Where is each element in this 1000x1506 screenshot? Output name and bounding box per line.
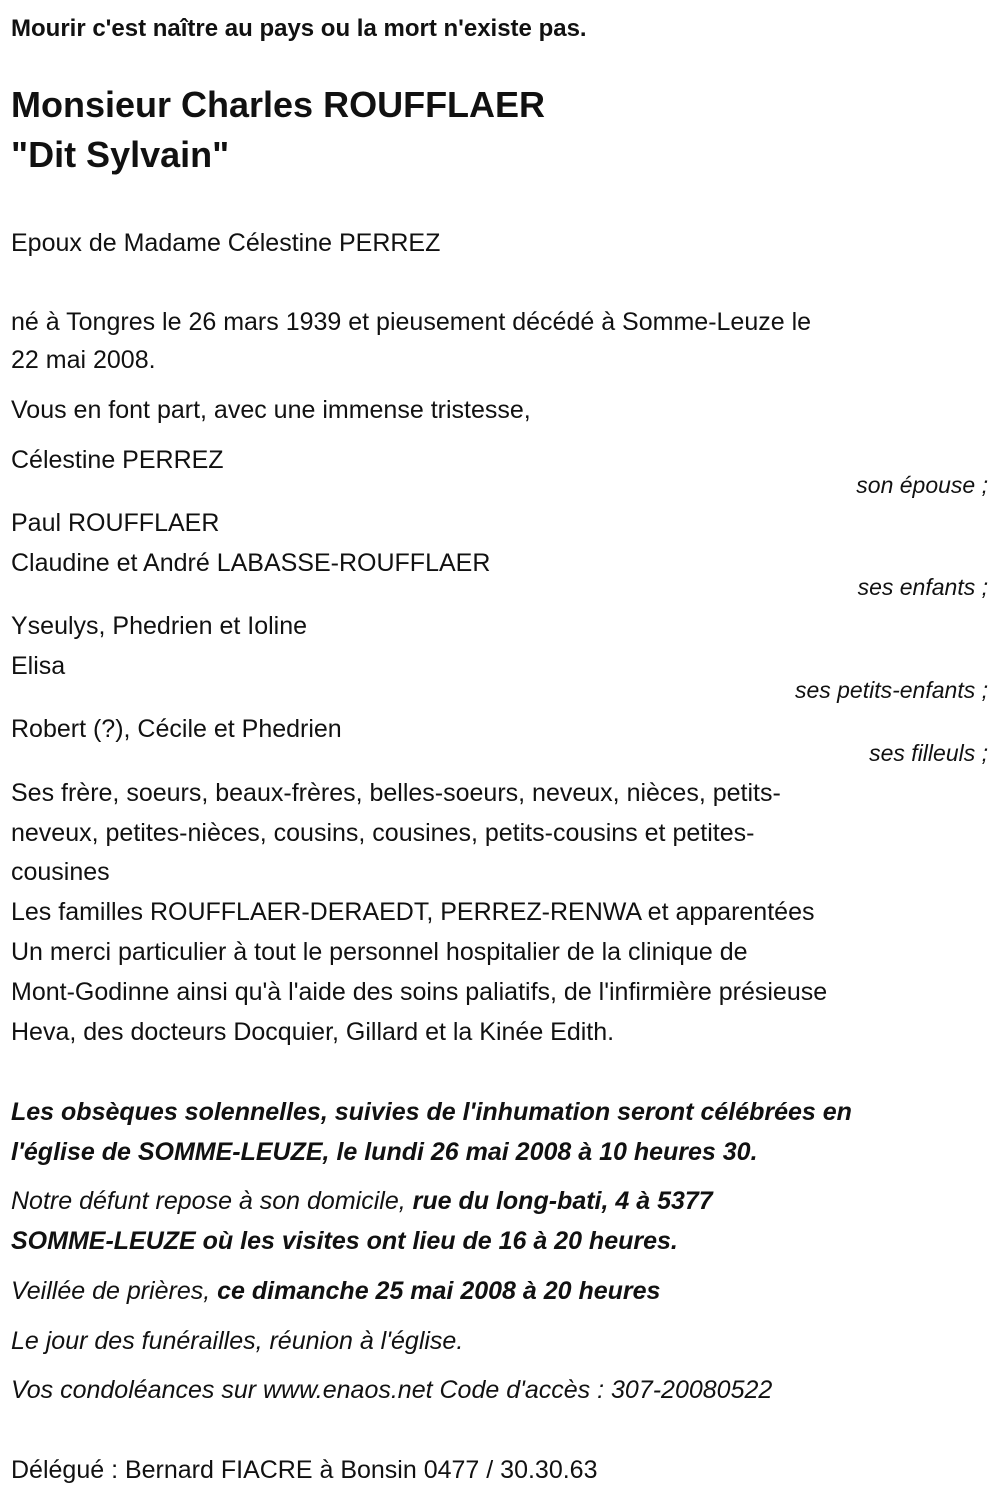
- birth-death-line: né à Tongres le 26 mars 1939 et pieusement décédé à Somme-Leuze le: [11, 308, 812, 336]
- others-line: Heva, des docteurs Docquier, Gillard et la Kinée Edith.: [11, 1018, 615, 1046]
- meeting-line: Le jour des funérailles, réunion à l'église.: [11, 1327, 464, 1355]
- family-name: Claudine et André LABASSE-ROUFFLAER: [11, 549, 491, 577]
- others-line: Ses frère, soeurs, beaux-frères, belles-soeurs, neveux, nièces, petits-: [11, 779, 781, 807]
- others-line: Mont-Godinne ainsi qu'à l'aide des soins paliatifs, de l'infirmière présieuse: [11, 978, 828, 1006]
- announcement: Vous en font part, avec une immense tristesse,: [11, 396, 531, 424]
- family-name: Paul ROUFFLAER: [11, 509, 220, 537]
- repose-prefix: Notre défunt repose à son domicile,: [11, 1187, 413, 1215]
- family-role: ses enfants ;: [857, 574, 988, 600]
- others-line: Les familles ROUFFLAER-DERAEDT, PERREZ-RENWA et apparentées: [11, 898, 815, 926]
- funeral-line: l'église de SOMME-LEUZE, le lundi 26 mai 2008 à 10 heures 30.: [11, 1138, 758, 1166]
- nickname: "Dit Sylvain": [11, 134, 230, 175]
- family-name: Célestine PERREZ: [11, 446, 224, 474]
- deceased-name: Monsieur Charles ROUFFLAER: [11, 84, 546, 125]
- birth-death-line: 22 mai 2008.: [11, 346, 156, 374]
- family-name: Robert (?), Cécile et Phedrien: [11, 715, 342, 743]
- repose-line: [11, 1186, 713, 1216]
- others-line: cousines: [11, 858, 110, 886]
- repose-address: rue du long-bati, 4 à 5377: [412, 1187, 713, 1215]
- vigil-date: ce dimanche 25 mai 2008 à 20 heures: [217, 1277, 661, 1305]
- family-role: son épouse ;: [856, 472, 988, 498]
- repose-visits: SOMME-LEUZE où les visites ont lieu de 16 à 20 heures.: [11, 1227, 678, 1255]
- funeral-line: Les obsèques solennelles, suivies de l'inhumation seront célébrées en: [11, 1098, 852, 1126]
- family-name: Yseulys, Phedrien et Ioline: [11, 612, 308, 640]
- delegate-line: Délégué : Bernard FIACRE à Bonsin 0477 / 30.30.63: [11, 1456, 598, 1484]
- spouse-line: Epoux de Madame Célestine PERREZ: [11, 229, 441, 257]
- others-line: Un merci particulier à tout le personnel hospitalier de la clinique de: [11, 938, 748, 966]
- family-role: ses petits-enfants ;: [794, 677, 988, 703]
- family-role: ses filleuls ;: [869, 740, 988, 766]
- others-line: neveux, petites-nièces, cousins, cousines, petits-cousins et petites-: [11, 819, 755, 847]
- vigil-line: [11, 1276, 660, 1306]
- motto: Mourir c'est naître au pays ou la mort n'existe pas.: [11, 15, 587, 42]
- condolences-line: Vos condoléances sur www.enaos.net Code d'accès : 307-20080522: [11, 1376, 773, 1404]
- vigil-prefix: Veillée de prières,: [11, 1277, 218, 1305]
- family-name: Elisa: [11, 652, 66, 680]
